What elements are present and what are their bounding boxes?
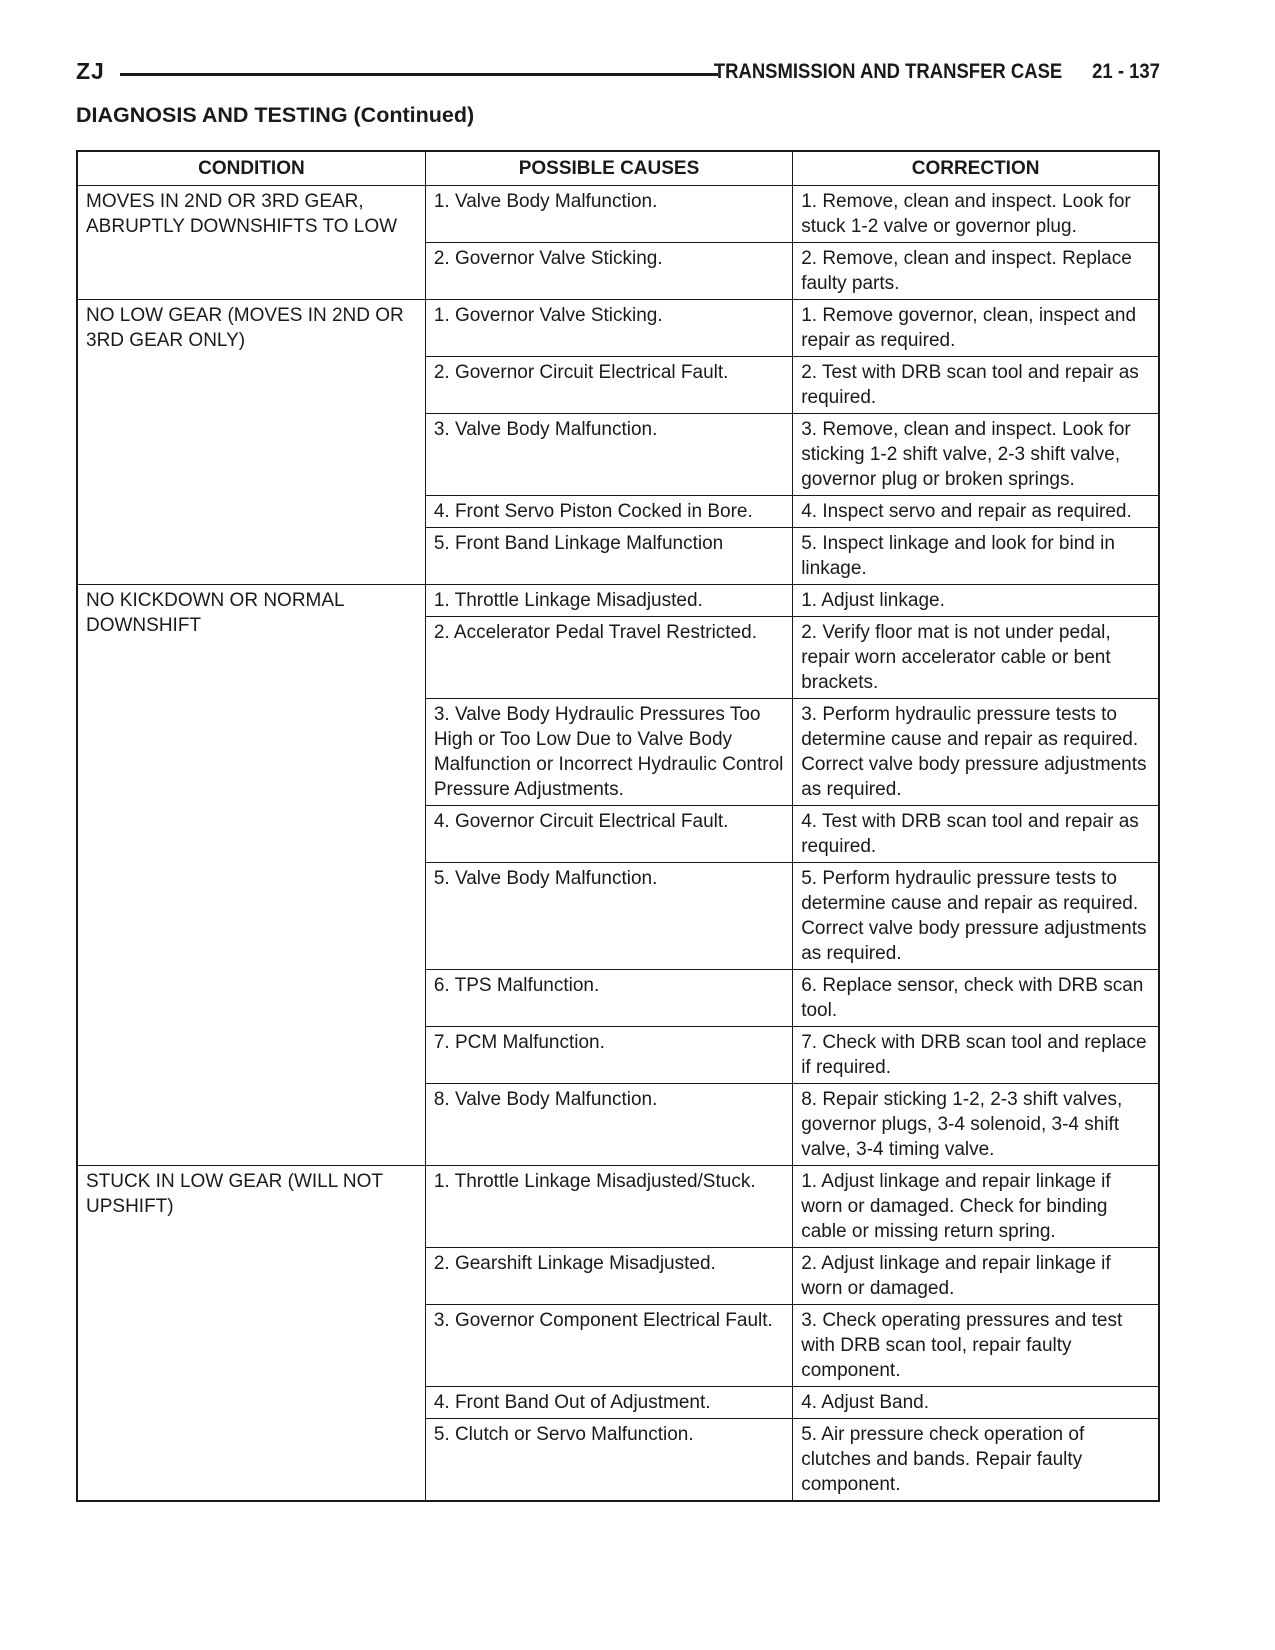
cause-cell: 1. Governor Valve Sticking. [425, 300, 792, 357]
correction-cell: 4. Test with DRB scan tool and repair as required. [793, 806, 1159, 863]
correction-cell: 6. Replace sensor, check with DRB scan tool. [793, 970, 1159, 1027]
header-rule [120, 73, 718, 76]
correction-cell: 2. Test with DRB scan tool and repair as required. [793, 357, 1159, 414]
correction-cell: 3. Check operating pressures and test with DRB scan tool, repair faulty component. [793, 1305, 1159, 1387]
column-header-correction: CORRECTION [793, 151, 1159, 186]
column-header-condition: CONDITION [77, 151, 425, 186]
correction-cell: 1. Remove governor, clean, inspect and repair as required. [793, 300, 1159, 357]
correction-cell: 2. Verify floor mat is not under pedal, repair worn accelerator cable or bent brackets. [793, 617, 1159, 699]
condition-cell: NO LOW GEAR (MOVES IN 2ND OR 3RD GEAR ONLY) [77, 300, 425, 585]
table-row [77, 585, 1159, 617]
cause-cell: 2. Accelerator Pedal Travel Restricted. [425, 617, 792, 699]
cause-cell: 5. Front Band Linkage Malfunction [425, 528, 792, 585]
cause-cell: 4. Front Band Out of Adjustment. [425, 1387, 792, 1419]
condition-cell: MOVES IN 2ND OR 3RD GEAR, ABRUPTLY DOWNSHIFTS TO LOW [77, 186, 425, 300]
correction-cell: 7. Check with DRB scan tool and replace if required. [793, 1027, 1159, 1084]
cause-cell: 5. Clutch or Servo Malfunction. [425, 1419, 792, 1502]
correction-cell: 1. Adjust linkage. [793, 585, 1159, 617]
page-number: 21 - 137 [1092, 60, 1160, 83]
correction-cell: 1. Adjust linkage and repair linkage if worn or damaged. Check for binding cable or missing return spring. [793, 1166, 1159, 1248]
cause-cell: 6. TPS Malfunction. [425, 970, 792, 1027]
correction-cell: 8. Repair sticking 1-2, 2-3 shift valves, governor plugs, 3-4 solenoid, 3-4 shift valve, 3-4 timing valve. [793, 1084, 1159, 1166]
cause-cell: 2. Governor Circuit Electrical Fault. [425, 357, 792, 414]
correction-cell: 2. Adjust linkage and repair linkage if worn or damaged. [793, 1248, 1159, 1305]
table-row [77, 186, 1159, 243]
section-name: TRANSMISSION AND TRANSFER CASE [713, 60, 1063, 83]
correction-cell: 3. Remove, clean and inspect. Look for sticking 1-2 shift valve, 2-3 shift valve, governor plug or broken springs. [793, 414, 1159, 496]
cause-cell: 4. Front Servo Piston Cocked in Bore. [425, 496, 792, 528]
cause-cell: 3. Valve Body Malfunction. [425, 414, 792, 496]
cause-cell: 4. Governor Circuit Electrical Fault. [425, 806, 792, 863]
page-header [76, 58, 1160, 88]
correction-cell: 2. Remove, clean and inspect. Replace faulty parts. [793, 243, 1159, 300]
correction-cell: 3. Perform hydraulic pressure tests to determine cause and repair as required. Correct valve body pressure adjustments as required. [793, 699, 1159, 806]
table-body [77, 186, 1159, 1502]
cause-cell: 2. Governor Valve Sticking. [425, 243, 792, 300]
table-row [77, 1166, 1159, 1248]
diagnosis-table [76, 150, 1160, 1502]
cause-cell: 3. Valve Body Hydraulic Pressures Too High or Too Low Due to Valve Body Malfunction or Incorrect Hydraulic Control Pressure Adjustments. [425, 699, 792, 806]
cause-cell: 1. Throttle Linkage Misadjusted. [425, 585, 792, 617]
correction-cell: 5. Inspect linkage and look for bind in linkage. [793, 528, 1159, 585]
cause-cell: 2. Gearshift Linkage Misadjusted. [425, 1248, 792, 1305]
header-section [714, 60, 1160, 84]
cause-cell: 7. PCM Malfunction. [425, 1027, 792, 1084]
table-row [77, 300, 1159, 357]
table-header-row [77, 151, 1159, 186]
cause-cell: 5. Valve Body Malfunction. [425, 863, 792, 970]
cause-cell: 1. Throttle Linkage Misadjusted/Stuck. [425, 1166, 792, 1248]
correction-cell: 4. Adjust Band. [793, 1387, 1159, 1419]
cause-cell: 3. Governor Component Electrical Fault. [425, 1305, 792, 1387]
condition-cell: STUCK IN LOW GEAR (WILL NOT UPSHIFT) [77, 1166, 425, 1502]
column-header-causes: POSSIBLE CAUSES [425, 151, 792, 186]
cause-cell: 8. Valve Body Malfunction. [425, 1084, 792, 1166]
correction-cell: 5. Perform hydraulic pressure tests to determine cause and repair as required. Correct valve body pressure adjustments as required. [793, 863, 1159, 970]
section-title: DIAGNOSIS AND TESTING (Continued) [76, 103, 475, 127]
correction-cell: 1. Remove, clean and inspect. Look for stuck 1-2 valve or governor plug. [793, 186, 1159, 243]
condition-cell: NO KICKDOWN OR NORMAL DOWNSHIFT [77, 585, 425, 1166]
correction-cell: 5. Air pressure check operation of clutches and bands. Repair faulty component. [793, 1419, 1159, 1502]
correction-cell: 4. Inspect servo and repair as required. [793, 496, 1159, 528]
model-code: ZJ [76, 58, 105, 84]
cause-cell: 1. Valve Body Malfunction. [425, 186, 792, 243]
